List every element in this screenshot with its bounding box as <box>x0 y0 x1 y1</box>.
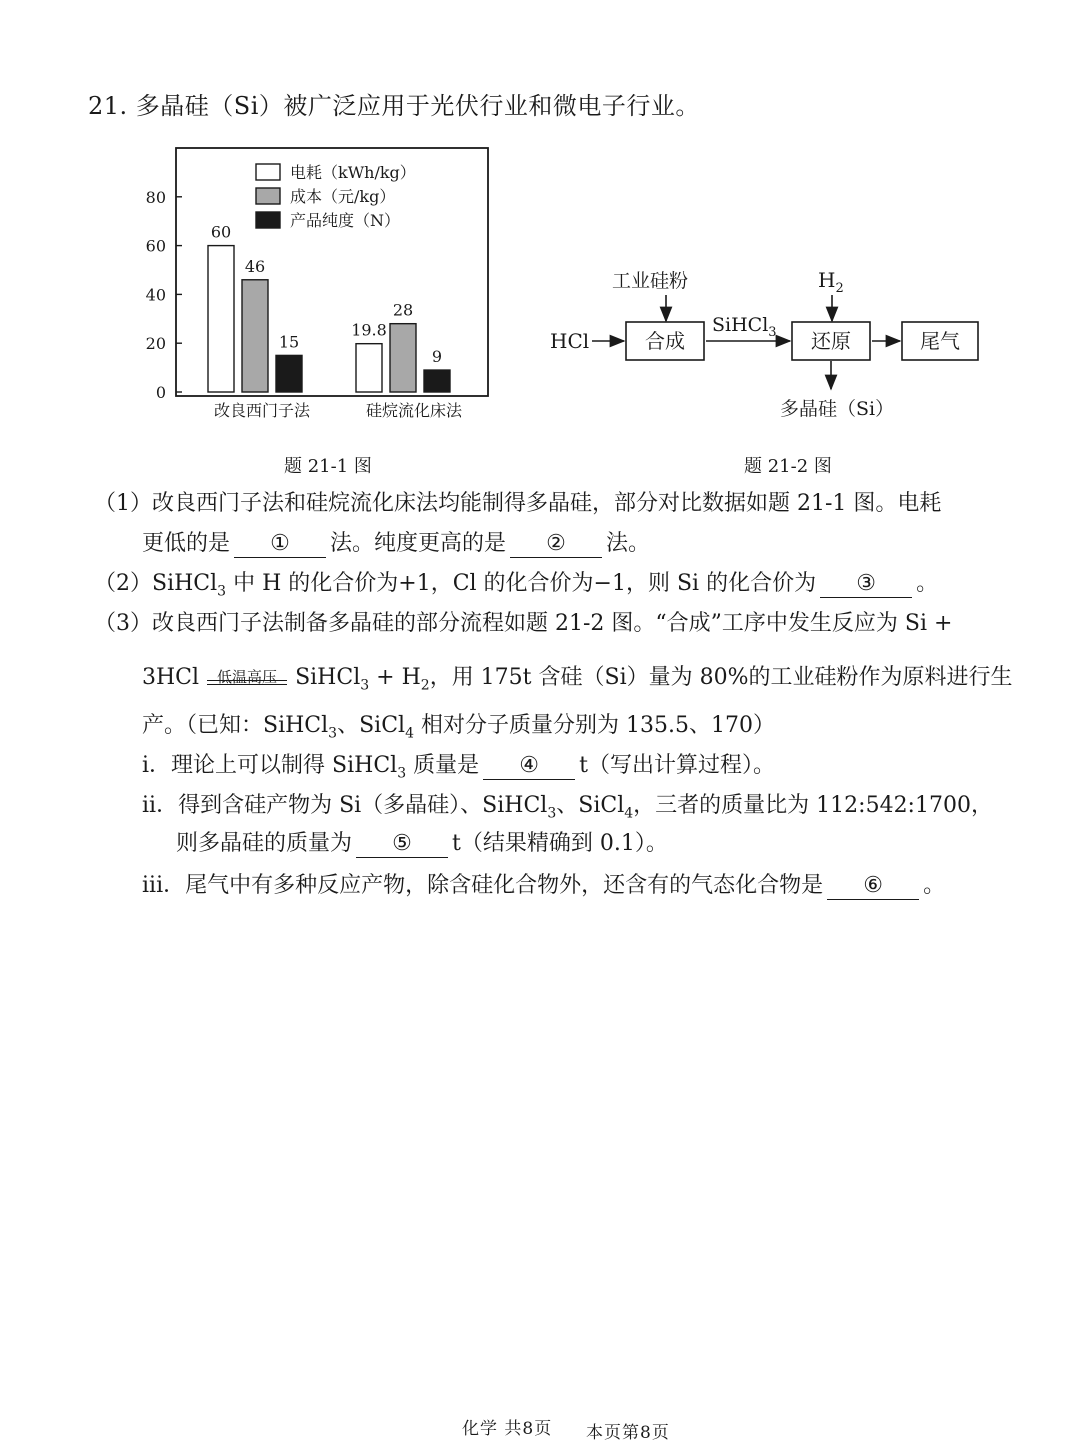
answer-blank-5[interactable]: ⑤ <box>356 831 448 858</box>
part3-sub-ii-line2: 则多晶硅的质量为 ⑤ t（结果精确到 0.1）。 <box>176 831 668 856</box>
answer-blank-4[interactable]: ④ <box>483 753 575 780</box>
footer-subject-total: 化学 共8页 <box>462 1419 553 1439</box>
question-title: 21. 多晶硅（Si）被广泛应用于光伏行业和微电子行业。 <box>88 92 700 120</box>
legend-label-cost: 成本（元/kg） <box>290 187 396 206</box>
bar-chart-figure <box>140 140 500 440</box>
bar-value-label: 15 <box>278 332 300 352</box>
part1-line1: （1）改良西门子法和硅烷流化床法均能制得多晶硅，部分对比数据如题 21-1 图。电耗 <box>94 491 942 516</box>
part3-line3: 产。（已知：SiHCl$_3$、SiCl$_4$ 相对分子质量分别为 135.5、170） <box>142 713 775 742</box>
x-axis-categories <box>214 401 463 420</box>
flow-input-hcl: HCl <box>550 329 590 353</box>
bar <box>356 344 382 392</box>
chart-caption: 题 21-1 图 <box>284 456 372 477</box>
legend-swatch-power <box>256 164 280 180</box>
part1-line2: 更低的是 ① 法。纯度更高的是 ② 法。 <box>142 531 651 556</box>
flow-output-polysilicon: 多晶硅（Si） <box>780 398 895 420</box>
flow-box-tailgas-label: 尾气 <box>920 329 960 353</box>
y-tick-label: 80 <box>145 187 166 207</box>
footer-page-number: 本页第8页 <box>586 1423 670 1443</box>
flow-mid-label: SiHCl$_3$ <box>712 314 777 340</box>
legend-swatch-purity <box>256 212 280 228</box>
y-tick-label: 20 <box>145 334 166 354</box>
flow-input-silicon-powder: 工业硅粉 <box>612 270 689 292</box>
y-tick-label: 40 <box>145 285 166 305</box>
reaction-condition: 低温高压 <box>207 663 287 693</box>
legend-label-purity: 产品纯度（N） <box>290 211 401 230</box>
bar <box>390 324 416 392</box>
x-category-label: 硅烷流化床法 <box>365 401 463 420</box>
bars <box>208 223 450 392</box>
part2-line: （2）SiHCl$_3$ 中 H 的化合价为+1，Cl 的化合价为−1，则 Si 的化合价为 ③ 。 <box>94 571 939 600</box>
chart-legend <box>256 163 416 230</box>
y-tick-label: 0 <box>155 383 166 402</box>
part3-sub-i: i．理论上可以制得 SiHCl$_3$ 质量是 ④ t（写出计算过程）。 <box>142 753 775 782</box>
answer-blank-6[interactable]: ⑥ <box>827 873 919 900</box>
flow-box-reduction-label: 还原 <box>811 329 851 353</box>
bar-value-label: 60 <box>210 222 232 242</box>
bar <box>242 280 268 392</box>
legend-swatch-cost <box>256 188 280 204</box>
bar-value-label: 46 <box>244 256 266 276</box>
bar <box>208 246 234 392</box>
bar-value-label: 28 <box>392 300 414 320</box>
bar <box>424 370 450 392</box>
y-tick-label: 60 <box>145 236 166 256</box>
answer-blank-1[interactable]: ① <box>234 531 326 558</box>
bar-value-label: 19.8 <box>351 320 387 340</box>
flow-input-h2: $H_2$ <box>818 268 844 296</box>
flow-box-synthesis-label: 合成 <box>645 329 685 353</box>
answer-blank-2[interactable]: ② <box>510 531 602 558</box>
x-category-label: 改良西门子法 <box>213 401 311 420</box>
answer-blank-3[interactable]: ③ <box>820 571 912 598</box>
flow-caption: 题 21-2 图 <box>744 456 832 477</box>
part3-equation-line: 3HCl 低温高压 SiHCl$_3$ + $H_2$，用 175t 含硅（Si）量为 80%的工业硅粉作为原料进行生 <box>142 665 1013 694</box>
part3-line1: （3）改良西门子法制备多晶硅的部分流程如题 21-2 图。“合成”工序中发生反应为 Si + <box>94 611 953 636</box>
bar-value-label: 9 <box>431 347 443 367</box>
bar <box>276 355 302 392</box>
part3-sub-iii: iii．尾气中有多种反应产物，除含硅化合物外，还含有的气态化合物是 ⑥ 。 <box>142 873 946 898</box>
flow-diagram <box>540 255 1000 430</box>
legend-label-power: 电耗（kWh/kg） <box>290 163 416 182</box>
part3-sub-ii: ii．得到含硅产物为 Si（多晶硅）、SiHCl$_3$、SiCl$_4$，三者的质量比为 112:542:1700， <box>142 793 993 822</box>
